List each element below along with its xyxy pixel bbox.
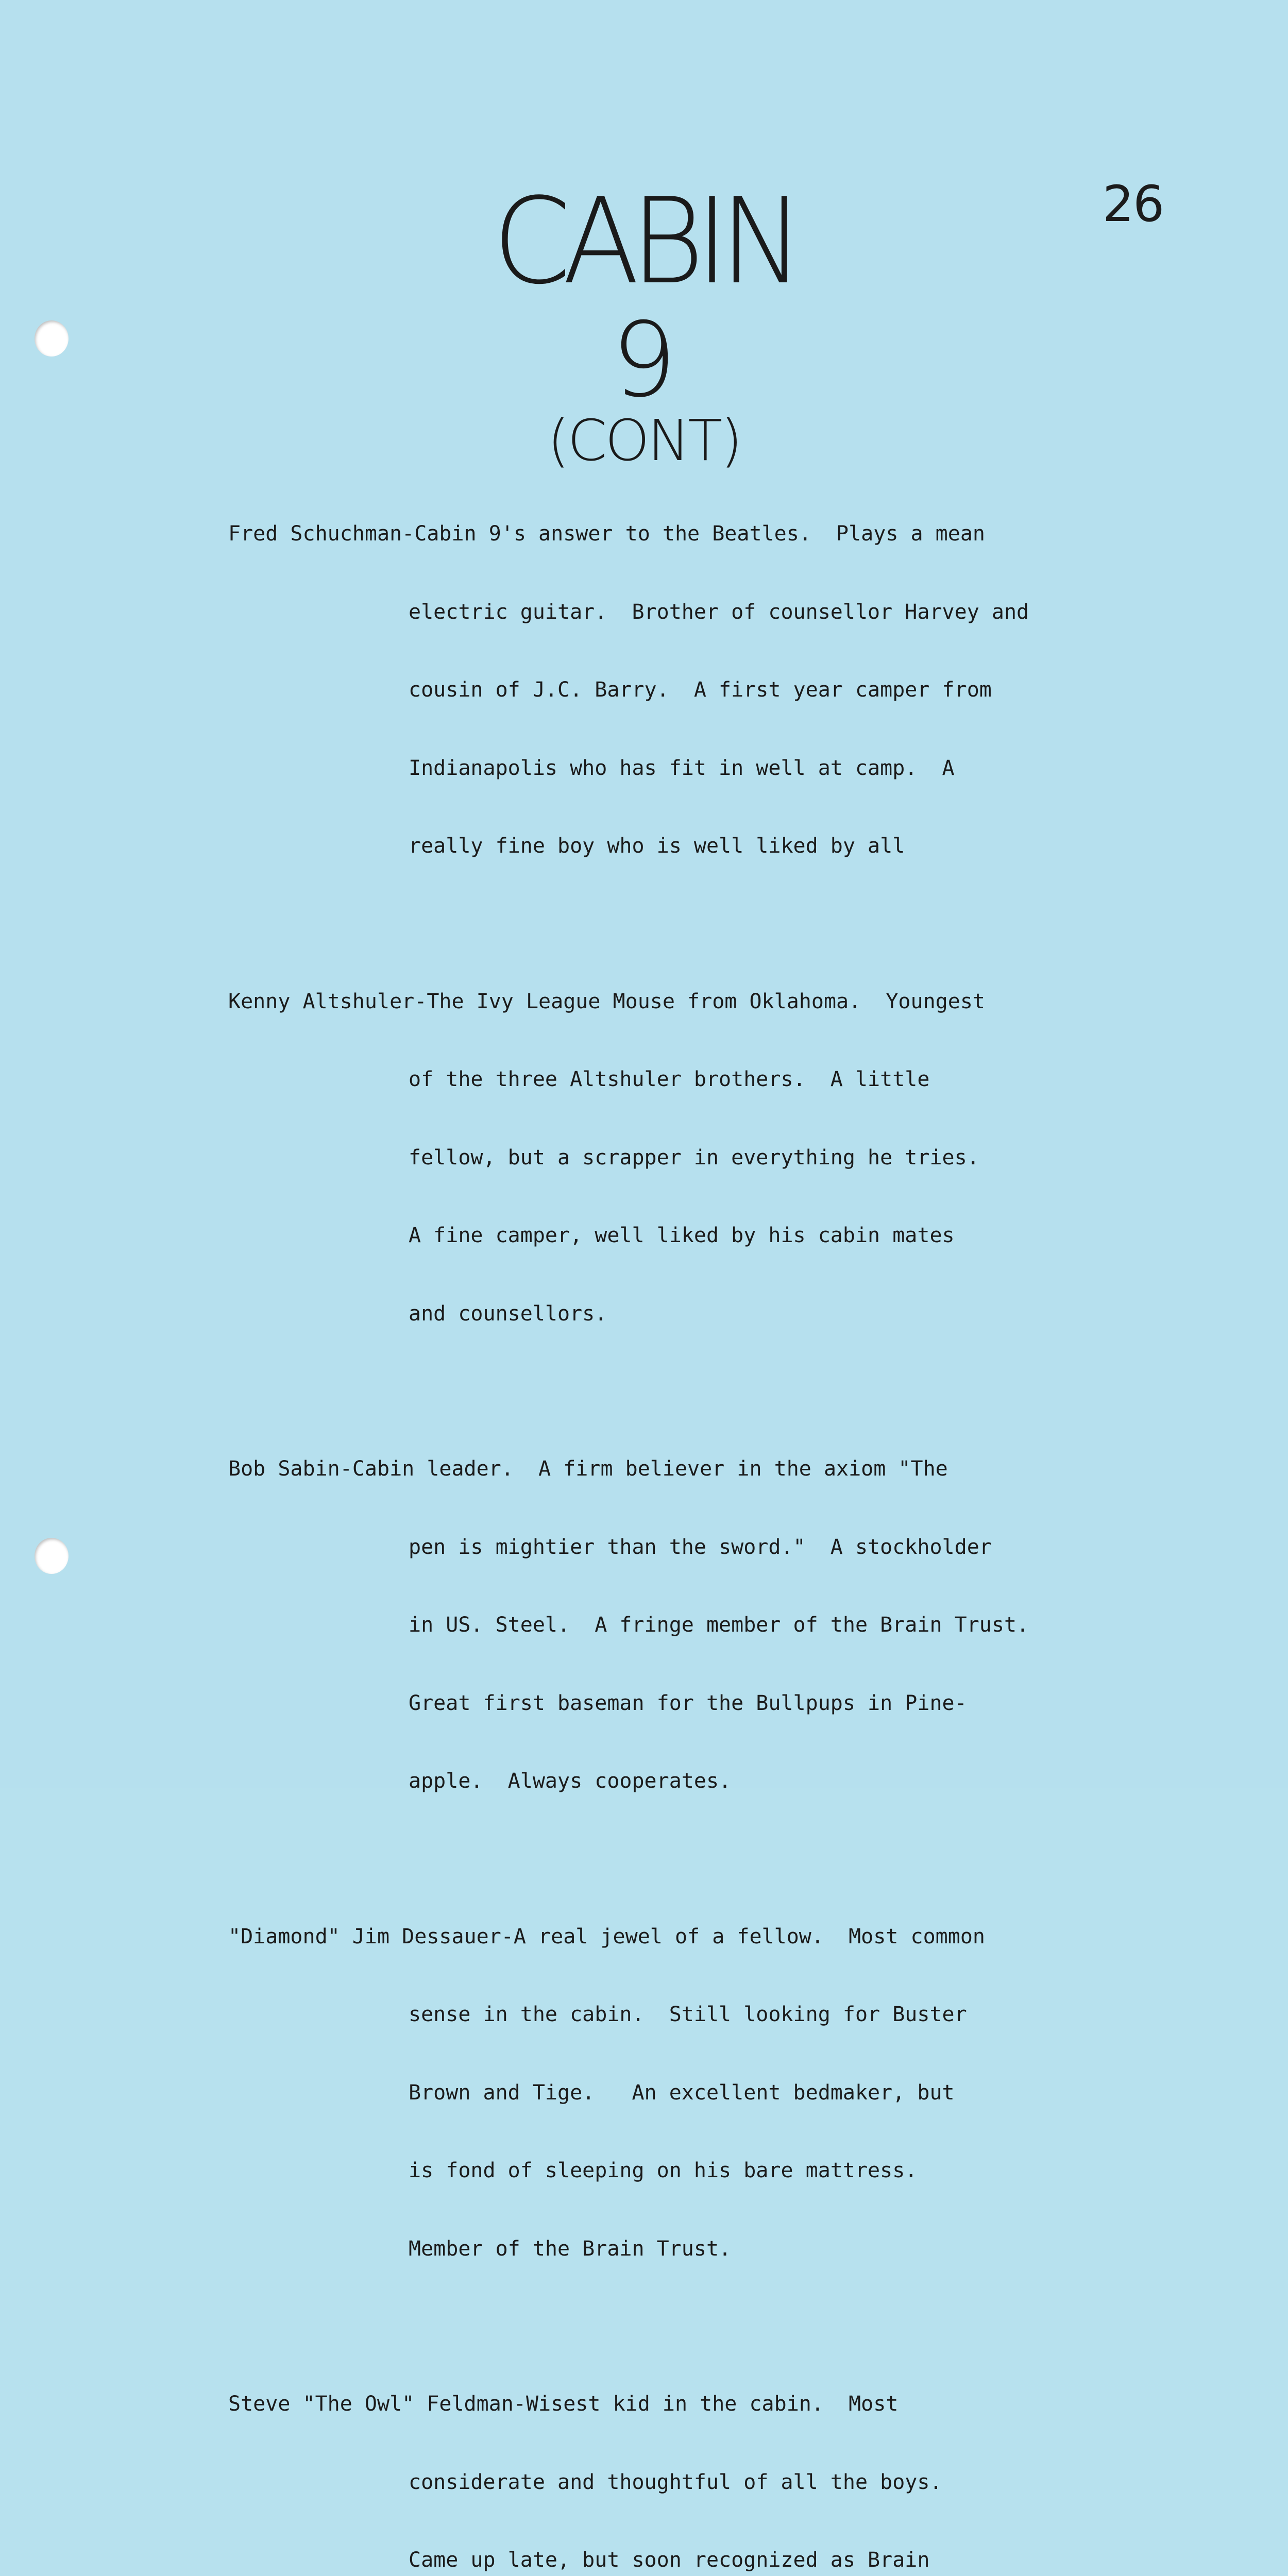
title-cabin-number: 9: [611, 300, 677, 420]
camper-entries: [228, 469, 1104, 2576]
entry-first-line: Bob Sabin-Cabin leader. A firm believer in the axiom "The: [228, 1457, 948, 1481]
entry-line: pen is mightier than the sword." A stockholder: [409, 1535, 992, 1559]
page-number: 26: [1103, 175, 1164, 233]
entry-line: considerate and thoughtful of all the boys.: [409, 2470, 942, 2494]
entry-first-line: Fred Schuchman-Cabin 9's answer to the Beatles. Plays a mean: [228, 522, 986, 546]
entry-line: sense in the cabin. Still looking for Buster: [409, 2003, 967, 2026]
entry-line: electric guitar. Brother of counsellor Harvey and: [409, 600, 1029, 624]
punch-hole-top: [35, 320, 69, 357]
entry-line: apple. Always cooperates.: [409, 1769, 732, 1793]
entry-first-line: Steve "The Owl" Feldman-Wisest kid in the cabin. Most: [228, 2392, 899, 2416]
entry-line: cousin of J.C. Barry. A first year camper from: [409, 678, 992, 702]
entry-steve-feldman: [228, 2339, 1104, 2576]
entry-line: really fine boy who is well liked by all: [409, 834, 905, 858]
entry-line: Indianapolis who has fit in well at camp. A: [409, 756, 955, 780]
entry-line: Brown and Tige. An excellent bedmaker, but: [409, 2080, 955, 2105]
entry-kenny-altshuler: [228, 937, 1104, 1379]
entry-line: in US. Steel. A fringe member of the Brain Trust.: [409, 1613, 1029, 1637]
entry-first-line: "Diamond" Jim Dessauer-A real jewel of a fellow. Most common: [228, 1924, 986, 1948]
entry-line: Great first baseman for the Bullpups in Pine-: [409, 1691, 967, 1715]
entry-line: is fond of sleeping on his bare mattress.: [409, 2159, 918, 2182]
entry-line: of the three Altshuler brothers. A little: [409, 1067, 930, 1091]
entry-line: Member of the Brain Trust.: [409, 2236, 732, 2261]
entry-bob-sabin: [228, 1404, 1104, 1846]
entry-fred-schuchman: [228, 469, 1104, 911]
title-continued: (CONT): [547, 408, 741, 473]
punch-hole-bottom: [35, 1538, 69, 1574]
entry-jim-dessauer: [228, 1872, 1104, 2314]
entry-first-line: Kenny Altshuler-The Ivy League Mouse from Oklahoma. Youngest: [228, 989, 986, 1013]
entry-line: fellow, but a scrapper in everything he tries.: [409, 1145, 979, 1170]
entry-line: A fine camper, well liked by his cabin mates: [409, 1224, 955, 1247]
entry-line: and counsellors.: [409, 1301, 607, 1326]
entry-line: Came up late, but soon recognized as Brain: [409, 2548, 930, 2572]
title-cabin: CABIN: [493, 173, 795, 311]
